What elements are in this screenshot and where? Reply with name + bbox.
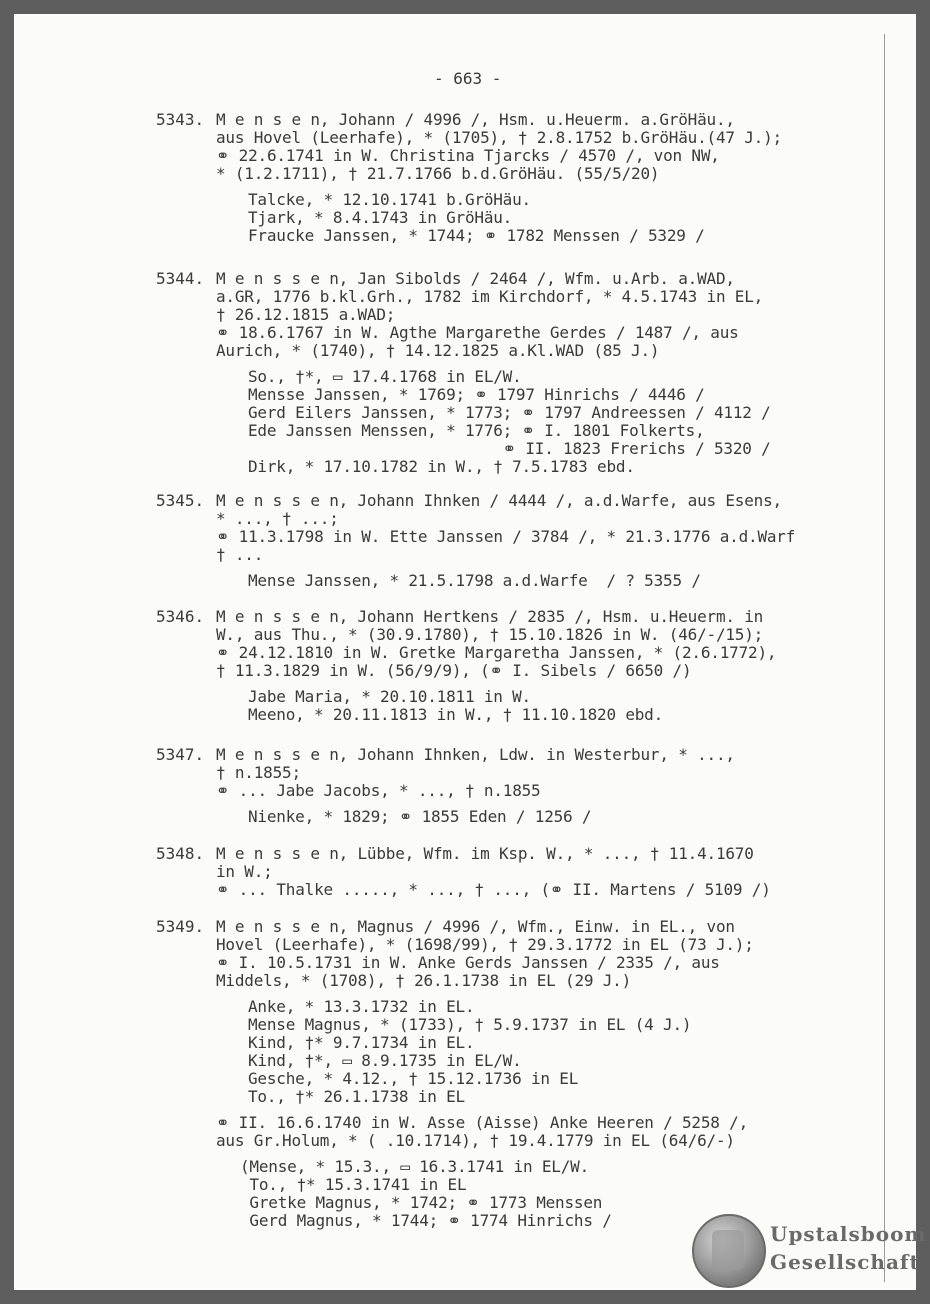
entry-line: M e n s s e n, Johann Hertkens / 2835 /, Hsm. u.Heuerm. in [216, 607, 764, 626]
entry-line: Hovel (Leerhafe), * (1698/99), † 29.3.1772 in EL (73 J.); [216, 935, 754, 954]
entry-line: M e n s e n, Johann / 4996 /, Hsm. u.Heuerm. a.GröHäu., [216, 110, 735, 129]
entry-number: 5345. [156, 491, 205, 510]
child-line: So., †*, ▭ 17.4.1768 in EL/W. [248, 367, 522, 386]
entry-number: 5346. [156, 607, 205, 626]
child-line: Fraucke Janssen, * 1744; ⚭ 1782 Menssen / 5329 / [248, 226, 705, 245]
entry-line: * (1.2.1711), † 21.7.1766 b.d.GröHäu. (55/5/20) [216, 164, 660, 183]
child-line: Mense Janssen, * 21.5.1798 a.d.Warfe / ? 5355 / [248, 571, 701, 590]
child-line: Gretke Magnus, * 1742; ⚭ 1773 Menssen [240, 1193, 603, 1212]
entry-number: 5348. [156, 844, 205, 863]
entry-line: † n.1855; [216, 763, 301, 782]
entry-line: † 11.3.1829 in W. (56/9/9), (⚭ I. Sibels / 6650 /) [216, 661, 692, 680]
page-number: - 663 - [434, 69, 502, 88]
entry-line: ⚭ ... Thalke ....., * ..., † ..., (⚭ II. Martens / 5109 /) [216, 880, 771, 899]
entry-line: ⚭ 22.6.1741 in W. Christina Tjarcks / 4570 /, von NW, [216, 146, 720, 165]
seal-icon [692, 1214, 766, 1288]
entry-number: 5347. [156, 745, 205, 764]
child-line: ⚭ II. 1823 Frerichs / 5320 / [248, 439, 771, 458]
entry-line: Aurich, * (1740), † 14.12.1825 a.Kl.WAD (85 J.) [216, 341, 660, 360]
entry-line: M e n s s e n, Johann Ihnken / 4444 /, a.d.Warfe, aus Esens, [216, 491, 782, 510]
entry-line: ⚭ 18.6.1767 in W. Agthe Margarethe Gerdes / 1487 /, aus [216, 323, 739, 342]
child-line: Gerd Eilers Janssen, * 1773; ⚭ 1797 Andreessen / 4112 / [248, 403, 771, 422]
child-line: Gerd Magnus, * 1744; ⚭ 1774 Hinrichs / [240, 1211, 612, 1230]
child-line: Mense Magnus, * (1733), † 5.9.1737 in EL (4 J.) [248, 1015, 692, 1034]
child-line: To., †* 15.3.1741 in EL [240, 1175, 467, 1194]
entry-line: ⚭ 24.12.1810 in W. Gretke Margaretha Janssen, * (2.6.1772), [216, 643, 777, 662]
logo-line-2: Gesellschaft [770, 1250, 920, 1274]
entry-line: † ... [216, 545, 264, 564]
entry-line: M e n s s e n, Jan Sibolds / 2464 /, Wfm. u.Arb. a.WAD, [216, 269, 735, 288]
child-line: Mensse Janssen, * 1769; ⚭ 1797 Hinrichs / 4446 / [248, 385, 705, 404]
child-line: Ede Janssen Menssen, * 1776; ⚭ I. 1801 Folkerts, [248, 421, 705, 440]
entry-number: 5343. [156, 110, 205, 129]
child-line: Talcke, * 12.10.1741 b.GröHäu. [248, 190, 531, 209]
entry-line: M e n s s e n, Johann Ihnken, Ldw. in Westerbur, * ..., [216, 745, 735, 764]
child-line: Nienke, * 1829; ⚭ 1855 Eden / 1256 / [248, 807, 592, 826]
upstalsboom-logo [692, 1214, 927, 1286]
entry-number: 5344. [156, 269, 205, 288]
entry-line: Middels, * (1708), † 26.1.1738 in EL (29 J.) [216, 971, 632, 990]
child-line: Dirk, * 17.10.1782 in W., † 7.5.1783 ebd. [248, 457, 635, 476]
child-line: Gesche, * 4.12., † 15.12.1736 in EL [248, 1069, 579, 1088]
page-edge-right [884, 34, 885, 1282]
entry-line: a.GR, 1776 b.kl.Grh., 1782 im Kirchdorf, * 4.5.1743 in EL, [216, 287, 764, 306]
entry-line: † 26.12.1815 a.WAD; [216, 305, 396, 324]
child-line: Tjark, * 8.4.1743 in GröHäu. [248, 208, 513, 227]
entry-line: in W.; [216, 862, 273, 881]
document-page [14, 14, 927, 1290]
entry-line: W., aus Thu., * (30.9.1780), † 15.10.1826 in W. (46/-/15); [216, 625, 764, 644]
child-line: Anke, * 13.3.1732 in EL. [248, 997, 475, 1016]
child-line: (Mense, * 15.3., ▭ 16.3.1741 in EL/W. [240, 1157, 590, 1176]
logo-line-1: Upstalsboom [770, 1222, 927, 1246]
entry-line: * ..., † ...; [216, 509, 339, 528]
child-line: ⚭ II. 16.6.1740 in W. Asse (Aisse) Anke Heeren / 5258 /, [216, 1113, 749, 1132]
entry-number: 5349. [156, 917, 205, 936]
entry-line: ⚭ 11.3.1798 in W. Ette Janssen / 3784 /, * 21.3.1776 a.d.Warf [216, 527, 796, 546]
child-line: aus Gr.Holum, * ( .10.1714), † 19.4.1779 in EL (64/6/-) [216, 1131, 735, 1150]
entry-line: aus Hovel (Leerhafe), * (1705), † 2.8.1752 b.GröHäu.(47 J.); [216, 128, 782, 147]
child-line: Meeno, * 20.11.1813 in W., † 11.10.1820 ebd. [248, 705, 664, 724]
entry-line: ⚭ ... Jabe Jacobs, * ..., † n.1855 [216, 781, 541, 800]
entry-line: M e n s s e n, Lübbe, Wfm. im Ksp. W., * ..., † 11.4.1670 [216, 844, 754, 863]
child-line: Kind, †* 9.7.1734 in EL. [248, 1033, 475, 1052]
child-line: Jabe Maria, * 20.10.1811 in W. [248, 687, 531, 706]
entry-line: M e n s s e n, Magnus / 4996 /, Wfm., Einw. in EL., von [216, 917, 735, 936]
entry-line: ⚭ I. 10.5.1731 in W. Anke Gerds Janssen / 2335 /, aus [216, 953, 720, 972]
child-line: Kind, †*, ▭ 8.9.1735 in EL/W. [248, 1051, 522, 1070]
child-line: To., †* 26.1.1738 in EL [248, 1087, 465, 1106]
